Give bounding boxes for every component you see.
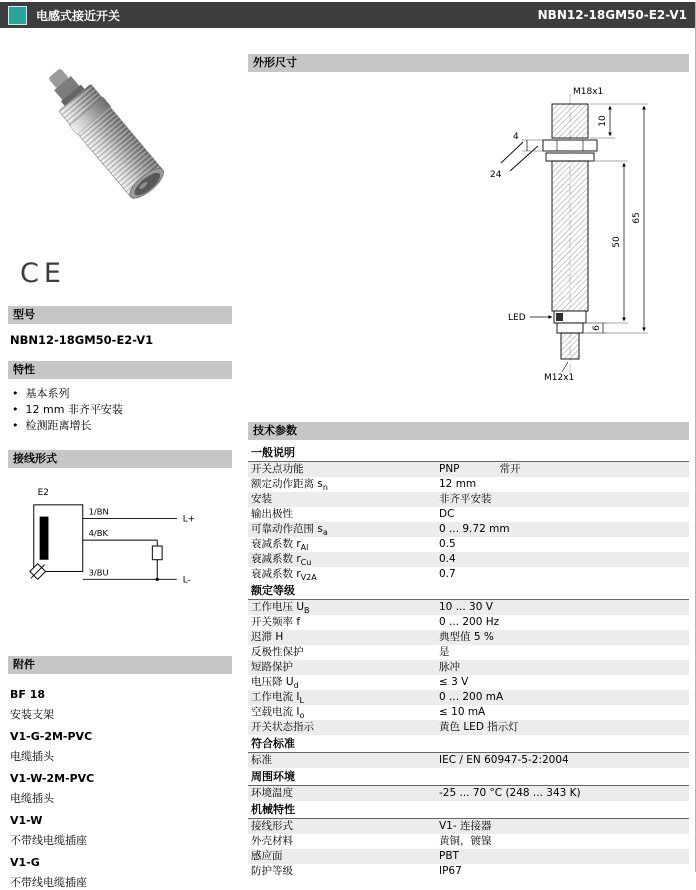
spec-value: PNP 常开	[439, 463, 521, 475]
sensor-photo-graphic	[8, 40, 220, 250]
section-header-dimensions: 外形尺寸	[248, 54, 689, 72]
ce-mark: CE	[20, 258, 66, 289]
spec-value: 非齐平安装	[439, 493, 492, 505]
tech-table	[248, 444, 689, 879]
dim-led-label: LED	[508, 313, 526, 323]
spec-label: 额定动作距离 $s_n$	[251, 478, 328, 493]
spec-value: 10 ... 30 V	[439, 601, 493, 613]
wiring-diagram-graphic	[22, 480, 218, 612]
spec-row	[248, 819, 689, 834]
spec-label: 标准	[251, 754, 272, 766]
brand-mark-icon	[8, 6, 27, 25]
spec-row	[248, 600, 689, 615]
spec-label: 衰减系数 $r_{Al}$	[251, 538, 309, 553]
header-bar	[0, 2, 695, 28]
section-header-tech: 技术参数	[248, 422, 689, 440]
spec-value: 0 ... 200 Hz	[439, 616, 500, 628]
spec-value: 0 ... 200 mA	[439, 691, 504, 703]
dimension-drawing	[248, 76, 689, 418]
proximity-symbol-icon	[30, 564, 46, 580]
spec-row	[248, 522, 689, 537]
spec-row	[248, 630, 689, 645]
spec-value: 0.5	[439, 538, 456, 550]
accessory-desc: 不带线电缆插座	[10, 876, 87, 889]
spec-section-title: 符合标准	[248, 735, 689, 753]
spec-label: 安装	[251, 493, 272, 505]
spec-value: IP67	[439, 865, 462, 877]
spec-value: 黄铜，镀镍	[439, 835, 492, 847]
spec-row	[248, 675, 689, 690]
wiring-pin2-label: 4/BK	[88, 528, 108, 539]
accessory-name: V1-G-2M-PVC	[10, 730, 93, 743]
dim-thread-bottom-label: M12x1	[544, 373, 575, 383]
spec-row	[248, 690, 689, 705]
accessory-desc: 电缆插头	[10, 792, 54, 805]
dim-thread-len-label: 50	[612, 236, 622, 248]
spec-value: ≤ 3 V	[439, 676, 469, 688]
spec-value: 0 ... 9.72 mm	[439, 523, 510, 535]
spec-row	[248, 492, 689, 507]
spec-value: -25 ... 70 °C (248 ... 343 K)	[439, 787, 581, 799]
spec-label: 空载电流 $I_o$	[251, 706, 305, 721]
spec-label-sub: o	[299, 711, 305, 721]
product-photo	[8, 40, 232, 254]
wiring-pin3-label: 3/BU	[88, 567, 109, 578]
spec-label-sub: a	[322, 528, 328, 538]
spec-row	[248, 753, 689, 768]
wiring-lplus-label: L+	[182, 514, 196, 525]
spec-value: PBT	[439, 850, 459, 862]
content	[0, 28, 695, 890]
spec-label-sub: B	[304, 606, 310, 616]
accessories-list	[8, 678, 232, 890]
spec-label-sub: n	[322, 483, 328, 493]
header-part-number: NBN12-18GM50-E2-V1	[537, 8, 687, 22]
spec-value: ≤ 10 mA	[439, 706, 486, 718]
dimension-drawing-graphic	[360, 76, 680, 416]
spec-label: 工作电压 $U_B$	[251, 601, 310, 616]
spec-row	[248, 477, 689, 492]
accessory-desc: 不带线电缆插座	[10, 834, 87, 847]
spec-value: 是	[439, 646, 450, 658]
dim-washer-label: 4	[513, 132, 519, 142]
spec-section-title: 机械特性	[248, 801, 689, 819]
datasheet-page	[0, 2, 696, 889]
spec-row	[248, 462, 689, 477]
spec-label: 外壳材料	[251, 835, 293, 847]
accessory-name: V1-W	[10, 814, 43, 827]
accessory-name: V1-W-2M-PVC	[10, 772, 95, 785]
wiring-diagram	[8, 472, 232, 648]
wiring-lminus-label: L-	[182, 575, 191, 586]
spec-label: 接线形式	[251, 820, 293, 832]
spec-section-title: 额定等级	[248, 582, 689, 600]
spec-label-sub: L	[299, 696, 304, 706]
spec-value: 0.4	[439, 553, 456, 565]
accessory-desc: 安装支架	[10, 708, 54, 721]
spec-section-title: 一般说明	[248, 444, 689, 462]
accessory-name: V1-G	[10, 856, 40, 869]
spec-label-sub: d	[293, 681, 299, 691]
accessory-desc: 电缆插头	[10, 750, 54, 763]
spec-label: 衰减系数 $r_{V2A}$	[251, 568, 317, 583]
section-header-accessories: 附件	[8, 656, 232, 674]
left-column	[0, 28, 238, 890]
spec-row	[248, 864, 689, 879]
spec-label: 防护等级	[251, 865, 293, 877]
sensor-body-group	[37, 59, 168, 204]
load-symbol	[152, 546, 162, 560]
section-header-features: 特性	[8, 361, 232, 379]
feature-item: • 12 mm 非齐平安装	[10, 402, 230, 418]
spec-section-title: 周围环境	[248, 768, 689, 786]
accessory-name: BF 18	[10, 688, 46, 701]
spec-label-sub: Cu	[300, 558, 312, 568]
features-list	[8, 383, 232, 442]
spec-value: 典型值 5 %	[439, 631, 494, 643]
spec-label: 开关点功能	[251, 463, 304, 475]
spec-label-sub: V2A	[300, 573, 317, 583]
feature-item: • 检测距离增长	[10, 418, 230, 434]
spec-value-extra: 常开	[499, 463, 521, 475]
feature-item: • 基本系列	[10, 386, 230, 402]
spec-label: 短路保护	[251, 661, 293, 673]
spec-row	[248, 705, 689, 720]
spec-value: 脉冲	[439, 661, 460, 673]
spec-row	[248, 507, 689, 522]
spec-value: IEC / EN 60947-5-2:2004	[439, 754, 569, 766]
spec-row	[248, 849, 689, 864]
spec-row	[248, 660, 689, 675]
page-title: 电感式接近开关	[36, 8, 121, 23]
spec-label-sub: Al	[300, 543, 309, 553]
section-header-connection: 接线形式	[8, 450, 232, 468]
wiring-pin1-label: 1/BN	[88, 506, 109, 517]
spec-row	[248, 786, 689, 801]
spec-value: DC	[439, 508, 455, 520]
spec-label: 迟滞 H	[251, 631, 284, 643]
spec-value: 12 mm	[439, 478, 477, 490]
sensor-symbol-bar	[40, 517, 49, 560]
dim-thread-top-label: M18x1	[573, 87, 604, 97]
spec-row	[248, 615, 689, 630]
spec-value: 黄色 LED 指示灯	[439, 721, 519, 733]
spec-row	[248, 834, 689, 849]
spec-value: V1- 连接器	[439, 820, 492, 832]
spec-label: 电压降 $U_d$	[251, 676, 299, 691]
dim-top-label: 10	[598, 115, 608, 127]
spec-row	[248, 645, 689, 660]
spec-row	[248, 537, 689, 552]
spec-label: 感应面	[251, 850, 283, 862]
spec-label: 反极性保护	[251, 646, 304, 658]
section-header-model: 型号	[8, 306, 232, 324]
dim-total-len-label: 65	[632, 212, 642, 224]
spec-label: 可靠动作范围 $s_a$	[251, 523, 328, 538]
spec-row	[248, 720, 689, 735]
model-number: NBN12-18GM50-E2-V1	[10, 333, 154, 347]
spec-row	[248, 552, 689, 567]
spec-label: 环境温度	[251, 787, 293, 799]
spec-value: 0.7	[439, 568, 456, 580]
wiring-tag: E2	[37, 488, 49, 499]
spec-label: 输出极性	[251, 508, 293, 520]
spec-row	[248, 567, 689, 582]
spec-label: 开关状态指示	[251, 721, 314, 733]
right-column	[238, 28, 695, 890]
spec-label: 工作电流 $I_L$	[251, 691, 304, 706]
spec-label: 开关频率 f	[251, 616, 301, 628]
spec-label: 衰减系数 $r_{Cu}$	[251, 553, 312, 568]
dim-collar-label: 6	[592, 325, 602, 331]
dim-wrench-label: 24	[490, 170, 502, 180]
